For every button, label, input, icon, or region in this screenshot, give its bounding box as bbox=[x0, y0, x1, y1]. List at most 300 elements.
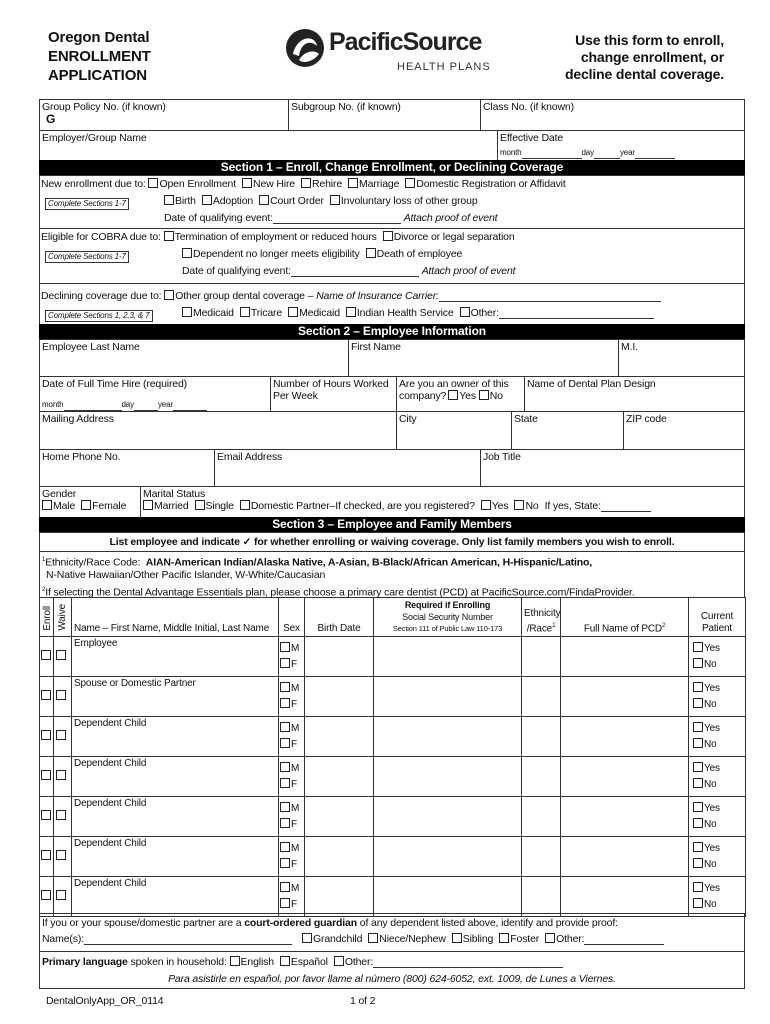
cobra-option-dependent-no-longer-meets-eligibility[interactable] bbox=[182, 248, 360, 260]
col-ssn bbox=[374, 598, 522, 637]
current-yes-checkbox[interactable] bbox=[693, 802, 703, 812]
new-enrollment-option-rehire[interactable] bbox=[301, 178, 342, 190]
carrier-input[interactable] bbox=[439, 292, 661, 302]
group-policy-value: G bbox=[46, 112, 56, 126]
names-input[interactable] bbox=[84, 935, 292, 945]
new-enrollment-option-birth[interactable] bbox=[164, 195, 196, 207]
language-label: spoken in household: bbox=[130, 956, 227, 968]
zip-field[interactable] bbox=[623, 411, 745, 450]
waive-checkbox[interactable] bbox=[56, 730, 66, 740]
ssn-label: Social Security Number bbox=[402, 612, 493, 622]
sex-f-checkbox[interactable] bbox=[280, 778, 290, 788]
enroll-checkbox[interactable] bbox=[41, 730, 51, 740]
home-phone-field[interactable] bbox=[39, 449, 215, 487]
birth-date-cell[interactable] bbox=[305, 837, 374, 877]
option-label: Yes bbox=[704, 722, 720, 734]
new-enrollment-option-adoption[interactable] bbox=[202, 195, 253, 207]
declining-option-other[interactable] bbox=[460, 307, 499, 319]
member-name-cell[interactable] bbox=[72, 637, 279, 677]
guardian-options bbox=[302, 933, 590, 945]
field-label: State bbox=[514, 413, 538, 425]
intro-line: change enrollment, or bbox=[580, 49, 724, 65]
option-label: M bbox=[291, 722, 300, 734]
required-note: Required if Enrolling bbox=[404, 600, 491, 610]
waive-checkbox[interactable] bbox=[56, 810, 66, 820]
ethnicity-cell[interactable] bbox=[522, 637, 561, 677]
ethnicity-cell[interactable] bbox=[522, 677, 561, 717]
option-label: Other group dental coverage – bbox=[175, 290, 314, 302]
current-yes-checkbox[interactable] bbox=[693, 842, 703, 852]
new-enrollment-option-open-enrollment[interactable] bbox=[148, 178, 236, 190]
marital-option-single[interactable] bbox=[195, 500, 234, 512]
current-yes-checkbox[interactable] bbox=[693, 642, 703, 652]
birth-date-cell[interactable] bbox=[305, 877, 374, 917]
guardian-other-input[interactable] bbox=[584, 935, 664, 945]
current-yes-checkbox[interactable] bbox=[693, 882, 703, 892]
option-label: Single bbox=[205, 500, 234, 512]
pcd-cell[interactable] bbox=[561, 877, 689, 917]
current-patient-cell bbox=[689, 717, 746, 757]
sex-m-checkbox[interactable] bbox=[280, 882, 290, 892]
language-other-input[interactable] bbox=[373, 958, 563, 968]
current-yes-checkbox[interactable] bbox=[693, 682, 703, 692]
option-label: Yes bbox=[704, 642, 720, 654]
declining-option-medicaid[interactable] bbox=[288, 307, 340, 319]
title-line: APPLICATION bbox=[48, 67, 147, 84]
day-input[interactable] bbox=[134, 401, 158, 411]
member-name-cell[interactable] bbox=[72, 757, 279, 797]
checkbox[interactable] bbox=[330, 195, 340, 205]
checkbox[interactable] bbox=[240, 500, 250, 510]
current-no-checkbox[interactable] bbox=[693, 898, 703, 908]
title-line: Oregon Dental bbox=[48, 29, 150, 46]
sex-m-checkbox[interactable] bbox=[280, 682, 290, 692]
current-patient-cell bbox=[689, 877, 746, 917]
day-label: day bbox=[121, 400, 134, 409]
checkbox[interactable] bbox=[242, 178, 252, 188]
sex-m-checkbox[interactable] bbox=[280, 722, 290, 732]
ethnicity-cell[interactable] bbox=[522, 837, 561, 877]
option-label: M bbox=[291, 802, 300, 814]
spanish-assistance-note: Para asistirle en español, por favor llame al número (800) 624-6052, ext. 1009, de Lunes a Viernes. bbox=[168, 973, 616, 985]
option-label: Other: bbox=[344, 956, 374, 968]
city-field[interactable] bbox=[396, 411, 512, 450]
title-line: ENROLLMENT bbox=[48, 48, 151, 65]
sex-f-checkbox[interactable] bbox=[280, 738, 290, 748]
checkbox[interactable] bbox=[81, 500, 91, 510]
sex-m-checkbox[interactable] bbox=[280, 642, 290, 652]
new-enrollment-option-involuntary-loss-of-other-group[interactable] bbox=[330, 195, 478, 207]
cobra-options bbox=[182, 248, 468, 260]
option-label: No bbox=[704, 658, 717, 670]
field-label: Email Address bbox=[217, 451, 283, 463]
option-label: Yes bbox=[491, 500, 509, 512]
guardian-text: of any dependent listed above, identify and provide proof: bbox=[359, 917, 618, 929]
option-label: Medicaid bbox=[193, 307, 234, 319]
effective-date-field[interactable] bbox=[497, 130, 745, 161]
class-field[interactable] bbox=[480, 99, 745, 131]
marital-options bbox=[143, 500, 545, 512]
email-field[interactable] bbox=[214, 449, 481, 487]
waive-checkbox[interactable] bbox=[56, 650, 66, 660]
checkbox[interactable] bbox=[42, 500, 52, 510]
ssn-cell[interactable] bbox=[374, 757, 522, 797]
new-enrollment-options bbox=[148, 178, 571, 190]
checkbox[interactable] bbox=[288, 307, 298, 317]
guardian-option-sibling[interactable] bbox=[452, 933, 493, 945]
option-label: M bbox=[291, 842, 300, 854]
new-enrollment-option-marriage[interactable] bbox=[348, 178, 399, 190]
year-input[interactable] bbox=[173, 401, 207, 411]
declining-option-indian-health-service[interactable] bbox=[346, 307, 454, 319]
month-label: month bbox=[42, 400, 64, 409]
family-member-row bbox=[40, 717, 746, 757]
marital-option-married[interactable] bbox=[143, 500, 189, 512]
ssn-cell[interactable] bbox=[374, 877, 522, 917]
sex-cell bbox=[279, 717, 305, 757]
registered-state-input[interactable] bbox=[601, 502, 651, 512]
note1-label: Ethnicity/Race Code: bbox=[45, 556, 141, 569]
option-label: F bbox=[291, 698, 297, 710]
ethnicity-cell[interactable] bbox=[522, 757, 561, 797]
gender-option-female[interactable] bbox=[81, 500, 126, 512]
ssn-cell[interactable] bbox=[374, 837, 522, 877]
logo-subtext: HEALTH PLANS bbox=[397, 61, 491, 73]
birth-date-cell[interactable] bbox=[305, 677, 374, 717]
pcd-label: Full Name of PCD bbox=[583, 623, 662, 634]
member-name-cell[interactable] bbox=[72, 877, 279, 917]
checkbox[interactable] bbox=[195, 500, 205, 510]
field-label: Mailing Address bbox=[42, 413, 114, 425]
checkbox[interactable] bbox=[302, 933, 312, 943]
language-option-english[interactable] bbox=[230, 956, 274, 968]
ssn-cell[interactable] bbox=[374, 677, 522, 717]
sex-f-checkbox[interactable] bbox=[280, 858, 290, 868]
checkbox[interactable] bbox=[368, 933, 378, 943]
current-patient-cell bbox=[689, 797, 746, 837]
guardian-text: If you or your spouse/domestic partner are a bbox=[42, 917, 242, 929]
checkbox[interactable] bbox=[499, 933, 509, 943]
declining-label: Declining coverage due to: bbox=[41, 290, 162, 302]
form-code: DentalOnlyApp_OR_0114 bbox=[46, 995, 164, 1007]
group-policy-field[interactable] bbox=[39, 99, 289, 131]
checkbox[interactable] bbox=[164, 290, 174, 300]
job-title-field[interactable] bbox=[480, 449, 745, 487]
new-enrollment-option-domestic-registration-or-affidavit[interactable] bbox=[405, 178, 565, 190]
ethnicity-cell[interactable] bbox=[522, 717, 561, 757]
section3-notes: $^1$Ethnicity/Race Code: AIAN-American Indian/Alaska Native, A-Asian, B-Black/African American, H-Hispanic/Latino, N-Native Hawaiian/Other Pacific Islander, W-White/Caucasian $^2$If selecting the Dental Advantage Essentials plan, please choose a primary care dentist (PCD) at PacificSource.com/FindaProvider. bbox=[39, 551, 745, 598]
guardian-option-niece-nephew[interactable] bbox=[368, 933, 446, 945]
option-label: Dependent no longer meets eligibility bbox=[193, 248, 360, 260]
family-member-row bbox=[40, 877, 746, 917]
checkbox[interactable] bbox=[346, 307, 356, 317]
first-name-field[interactable] bbox=[348, 339, 619, 377]
family-member-row bbox=[40, 757, 746, 797]
enroll-checkbox[interactable] bbox=[41, 810, 51, 820]
sex-m-checkbox[interactable] bbox=[280, 802, 290, 812]
cobra-option-termination-of-employment-or-reduced-hours[interactable] bbox=[164, 231, 377, 243]
member-type-label: Employee bbox=[74, 638, 118, 649]
complete-sections-tag: Complete Sections 1, 2,3, & 7 bbox=[45, 310, 153, 322]
guardian-block bbox=[39, 913, 745, 952]
sex-m-checkbox[interactable] bbox=[280, 842, 290, 852]
checkbox[interactable] bbox=[182, 248, 192, 258]
last-name-field[interactable] bbox=[39, 339, 349, 377]
option-label: F bbox=[291, 818, 297, 830]
ssn-cell[interactable] bbox=[374, 637, 522, 677]
checkbox[interactable] bbox=[182, 307, 192, 317]
mailing-address-field[interactable] bbox=[39, 411, 397, 450]
col-ethnicity: Ethnicity /Race$^1$ bbox=[522, 598, 561, 637]
field-label: Class No. (if known) bbox=[483, 101, 574, 113]
day-input[interactable] bbox=[594, 149, 620, 159]
owner-yes-checkbox[interactable] bbox=[448, 390, 458, 400]
option-label: Male bbox=[53, 500, 76, 512]
current-no-checkbox[interactable] bbox=[693, 698, 703, 708]
waive-checkbox[interactable] bbox=[56, 690, 66, 700]
member-name-cell[interactable] bbox=[72, 837, 279, 877]
guardian-option-grandchild[interactable] bbox=[302, 933, 362, 945]
field-label: Group Policy No. (if known) bbox=[42, 101, 166, 113]
option-other-dental[interactable] bbox=[164, 290, 661, 302]
current-patient-cell bbox=[689, 757, 746, 797]
checkbox[interactable] bbox=[301, 178, 311, 188]
checkbox[interactable] bbox=[164, 231, 174, 241]
pcd-cell[interactable] bbox=[561, 717, 689, 757]
intro-line: Use this form to enroll, bbox=[575, 32, 724, 48]
waive-checkbox[interactable] bbox=[56, 890, 66, 900]
intro-line: decline dental coverage. bbox=[564, 66, 724, 82]
ethnicity-cell[interactable] bbox=[522, 877, 561, 917]
declining-option-medicaid[interactable] bbox=[182, 307, 234, 319]
checkbox[interactable] bbox=[259, 195, 269, 205]
option-label: Other: bbox=[470, 307, 499, 319]
field-label: Are you an owner of this company? bbox=[399, 378, 509, 402]
sex-cell bbox=[279, 677, 305, 717]
checkbox[interactable] bbox=[164, 195, 174, 205]
col-current-patient: Current Patient bbox=[689, 598, 746, 637]
checkbox[interactable] bbox=[514, 500, 524, 510]
option-label: No bbox=[704, 698, 717, 710]
option-label: Yes bbox=[704, 842, 720, 854]
marital-option-domestic-partner-if-checked-are-you-registered[interactable] bbox=[240, 500, 475, 512]
language-block bbox=[39, 951, 745, 989]
cobra-option-divorce-or-legal-separation[interactable] bbox=[383, 231, 515, 243]
new-enrollment-option-court-order[interactable] bbox=[259, 195, 324, 207]
gender-field bbox=[39, 486, 141, 518]
option-label: Yes bbox=[704, 682, 720, 694]
sex-f-checkbox[interactable] bbox=[280, 698, 290, 708]
option-label: Involuntary loss of other group bbox=[340, 195, 478, 207]
language-option-other[interactable] bbox=[334, 956, 373, 968]
form-title bbox=[48, 28, 151, 85]
ethnicity-cell[interactable] bbox=[522, 797, 561, 837]
year-label: year bbox=[157, 400, 173, 409]
option-label: Indian Health Service bbox=[356, 307, 454, 319]
waive-checkbox[interactable] bbox=[56, 770, 66, 780]
field-label: Effective Date bbox=[500, 132, 564, 144]
marital-option-yes[interactable] bbox=[481, 500, 509, 512]
checkbox[interactable] bbox=[334, 956, 344, 966]
checkbox[interactable] bbox=[460, 307, 470, 317]
enroll-checkbox[interactable] bbox=[41, 650, 51, 660]
col-sex: Sex bbox=[279, 598, 305, 637]
current-no-checkbox[interactable] bbox=[693, 778, 703, 788]
checkbox[interactable] bbox=[405, 178, 415, 188]
sex-f-checkbox[interactable] bbox=[280, 818, 290, 828]
sex-m-checkbox[interactable] bbox=[280, 762, 290, 772]
guardian-option-other[interactable] bbox=[545, 933, 584, 945]
current-yes-checkbox[interactable] bbox=[693, 762, 703, 772]
gender-option-male[interactable] bbox=[42, 500, 75, 512]
mi-field[interactable] bbox=[618, 339, 745, 377]
birth-date-cell[interactable] bbox=[305, 757, 374, 797]
marital-option-no[interactable] bbox=[514, 500, 538, 512]
hours-field[interactable] bbox=[270, 376, 397, 412]
year-input[interactable] bbox=[635, 149, 675, 159]
checkbox[interactable] bbox=[230, 956, 240, 966]
option-label: Español bbox=[290, 956, 328, 968]
option-label: Court Order bbox=[270, 195, 324, 207]
section1-header: Section 1 – Enroll, Change Enrollment, or Declining Coverage bbox=[39, 160, 745, 175]
checkbox[interactable] bbox=[143, 500, 153, 510]
option-label: Termination of employment or reduced hours bbox=[174, 231, 377, 243]
checkbox[interactable] bbox=[280, 956, 290, 966]
option-label: Foster bbox=[510, 933, 540, 945]
enroll-checkbox[interactable] bbox=[41, 770, 51, 780]
attach-proof-note: Attach proof of event bbox=[403, 212, 498, 224]
waive-checkbox[interactable] bbox=[56, 850, 66, 860]
ssn-cell[interactable] bbox=[374, 797, 522, 837]
enroll-checkbox[interactable] bbox=[41, 850, 51, 860]
owner-no-checkbox[interactable] bbox=[479, 390, 489, 400]
birth-date-cell[interactable] bbox=[305, 637, 374, 677]
enroll-checkbox[interactable] bbox=[41, 690, 51, 700]
qualifying-date-input[interactable] bbox=[291, 267, 419, 277]
form-intro bbox=[565, 32, 724, 83]
checkbox[interactable] bbox=[148, 178, 158, 188]
pcd-cell[interactable] bbox=[561, 637, 689, 677]
pcd-cell[interactable] bbox=[561, 757, 689, 797]
option-label: Niece/Nephew bbox=[379, 933, 446, 945]
option-label: Divorce or legal separation bbox=[393, 231, 515, 243]
option-label: No bbox=[704, 818, 717, 830]
member-type-label: Dependent Child bbox=[74, 798, 147, 809]
ssn-cell[interactable] bbox=[374, 717, 522, 757]
family-members-table bbox=[39, 597, 746, 917]
logo-text: PacificSource bbox=[329, 28, 482, 56]
birth-date-cell[interactable] bbox=[305, 717, 374, 757]
col-birth-date: Birth Date bbox=[305, 598, 374, 637]
note1-codes: AIAN-American Indian/Alaska Native, A-Asian, B-Black/African American, H-Hispanic/Latino, bbox=[145, 556, 593, 569]
state-field[interactable] bbox=[511, 411, 624, 450]
current-no-checkbox[interactable] bbox=[693, 658, 703, 668]
checkbox[interactable] bbox=[366, 248, 376, 258]
current-patient-cell bbox=[689, 837, 746, 877]
member-name-cell[interactable] bbox=[72, 797, 279, 837]
birth-date-cell[interactable] bbox=[305, 797, 374, 837]
current-yes-checkbox[interactable] bbox=[693, 722, 703, 732]
option-label: New Hire bbox=[253, 178, 295, 190]
section3-header: Section 3 – Employee and Family Members bbox=[39, 517, 745, 532]
field-label: Marital Status bbox=[143, 488, 206, 500]
sex-cell bbox=[279, 837, 305, 877]
month-input[interactable] bbox=[64, 401, 122, 411]
sex-cell bbox=[279, 797, 305, 837]
names-label: Name(s): bbox=[42, 933, 84, 945]
current-no-checkbox[interactable] bbox=[693, 818, 703, 828]
field-label: Name of Dental Plan Design bbox=[527, 378, 656, 390]
current-no-checkbox[interactable] bbox=[693, 858, 703, 868]
employer-name-field[interactable] bbox=[39, 130, 498, 161]
field-label: Subgroup No. (if known) bbox=[291, 101, 401, 113]
cobra-option-death-of-employee[interactable] bbox=[366, 248, 463, 260]
checkbox[interactable] bbox=[240, 307, 250, 317]
option-label: F bbox=[291, 778, 297, 790]
checkbox[interactable] bbox=[202, 195, 212, 205]
option-label: M bbox=[291, 682, 300, 694]
current-patient-cell bbox=[689, 637, 746, 677]
option-label: Yes bbox=[704, 762, 720, 774]
hire-date-field[interactable] bbox=[39, 376, 271, 412]
checkbox[interactable] bbox=[452, 933, 462, 943]
attach-proof-note: Attach proof of event bbox=[421, 265, 516, 277]
family-member-row bbox=[40, 797, 746, 837]
pcd-cell[interactable] bbox=[561, 797, 689, 837]
language-bold: Primary language bbox=[42, 956, 128, 968]
member-name-cell[interactable] bbox=[72, 677, 279, 717]
subgroup-field[interactable] bbox=[288, 99, 481, 131]
new-enrollment-option-new-hire[interactable] bbox=[242, 178, 295, 190]
complete-sections-tag: Complete Sections 1-7 bbox=[45, 251, 129, 263]
qualifying-date-input[interactable] bbox=[273, 214, 401, 224]
month-input[interactable] bbox=[522, 149, 582, 159]
option-label: M bbox=[291, 762, 300, 774]
option-label: No bbox=[704, 858, 717, 870]
logo-swirl-icon bbox=[285, 28, 325, 68]
checkbox[interactable] bbox=[545, 933, 555, 943]
month-label: month bbox=[500, 148, 522, 157]
guardian-option-foster[interactable] bbox=[499, 933, 539, 945]
year-label: year bbox=[619, 148, 635, 157]
pcd-cell[interactable] bbox=[561, 837, 689, 877]
pcd-cell[interactable] bbox=[561, 677, 689, 717]
current-no-checkbox[interactable] bbox=[693, 738, 703, 748]
family-member-row bbox=[40, 837, 746, 877]
checkbox[interactable] bbox=[383, 231, 393, 241]
checkbox[interactable] bbox=[481, 500, 491, 510]
option-label: No bbox=[525, 500, 539, 512]
sex-f-checkbox[interactable] bbox=[280, 658, 290, 668]
pacificsource-logo bbox=[285, 26, 495, 78]
language-option-espa-ol[interactable] bbox=[280, 956, 328, 968]
section3-instruction: List employee and indicate ✓ for whether enrolling or waiving coverage. Only list family members you wish to enroll. bbox=[39, 532, 745, 552]
checkbox[interactable] bbox=[348, 178, 358, 188]
option-label: Domestic Partner–If checked, are you registered? bbox=[250, 500, 475, 512]
enroll-checkbox[interactable] bbox=[41, 890, 51, 900]
option-label: Open Enrollment bbox=[159, 178, 237, 190]
declining-option-tricare[interactable] bbox=[240, 307, 282, 319]
guardian-bold: court-ordered guardian bbox=[244, 917, 357, 929]
gender-options bbox=[42, 500, 132, 512]
col-enroll: Enroll bbox=[42, 606, 53, 631]
option-label: Rehire bbox=[312, 178, 343, 190]
option-label: F bbox=[291, 738, 297, 750]
member-name-cell[interactable] bbox=[72, 717, 279, 757]
declining-other-input[interactable] bbox=[499, 309, 654, 319]
sex-f-checkbox[interactable] bbox=[280, 898, 290, 908]
plan-design-field[interactable] bbox=[524, 376, 745, 412]
